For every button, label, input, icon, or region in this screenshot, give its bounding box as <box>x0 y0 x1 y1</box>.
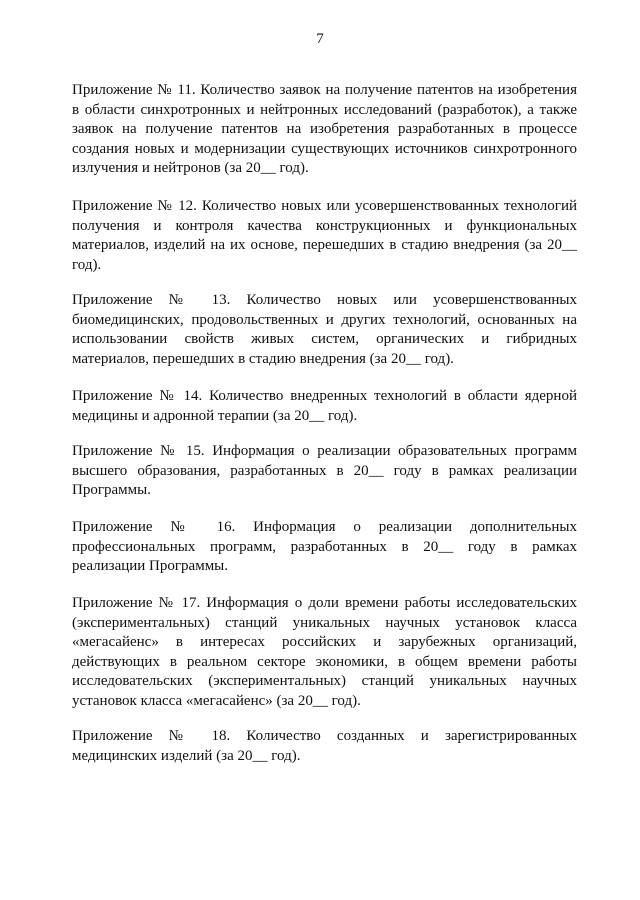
appendix-15-paragraph: Приложение № 15. Информация о реализации образовательных программ высшего образования, разработанных в 20__ году в рамках реализации Программы. <box>72 443 577 498</box>
appendix-13-paragraph: Приложение № 13. Количество новых или усовершенствованных биомедицинских, продовольственных и других технологий, основанных на использовании свойств живых систем, органических и гибридных материалов, перешедших в стадию внедрения (за 20__ год). <box>72 292 577 367</box>
appendix-11-paragraph: Приложение № 11. Количество заявок на получение патентов на изобретения в области синхротронных и нейтронных исследований (разработок), а также заявок на получение патентов на изобретения разработанных в процессе создания новых и модернизации существующих источников синхротронного излучения и нейтронов (за 20__ год). <box>72 82 577 176</box>
page-number: 7 <box>316 31 324 47</box>
appendix-12-paragraph: Приложение № 12. Количество новых или усовершенствованных технологий получения и контроля качества конструкционных и функциональных материалов, изделий на их основе, перешедших в стадию внедрения (за 20__ год). <box>72 198 577 273</box>
appendix-18-paragraph: Приложение № 18. Количество созданных и зарегистрированных медицинских изделий (за 20__ год). <box>72 728 577 764</box>
appendix-16-paragraph: Приложение № 16. Информация о реализации дополнительных профессиональных программ, разработанных в 20__ году в рамках реализации Программы. <box>72 519 577 574</box>
appendix-17-paragraph: Приложение № 17. Информация о доли времени работы исследовательских (экспериментальных) станций уникальных научных установок класса «мегасайенс» в интересах российских и зарубежных организаций, действующих в реальном секторе экономики, в общем времени работы исследовательских (экспериментальных) станций уникальных научных установок класса «мегасайенс» (за 20__ год). <box>72 595 577 709</box>
appendix-14-paragraph: Приложение № 14. Количество внедренных технологий в области ядерной медицины и адронной терапии (за 20__ год). <box>72 388 577 424</box>
